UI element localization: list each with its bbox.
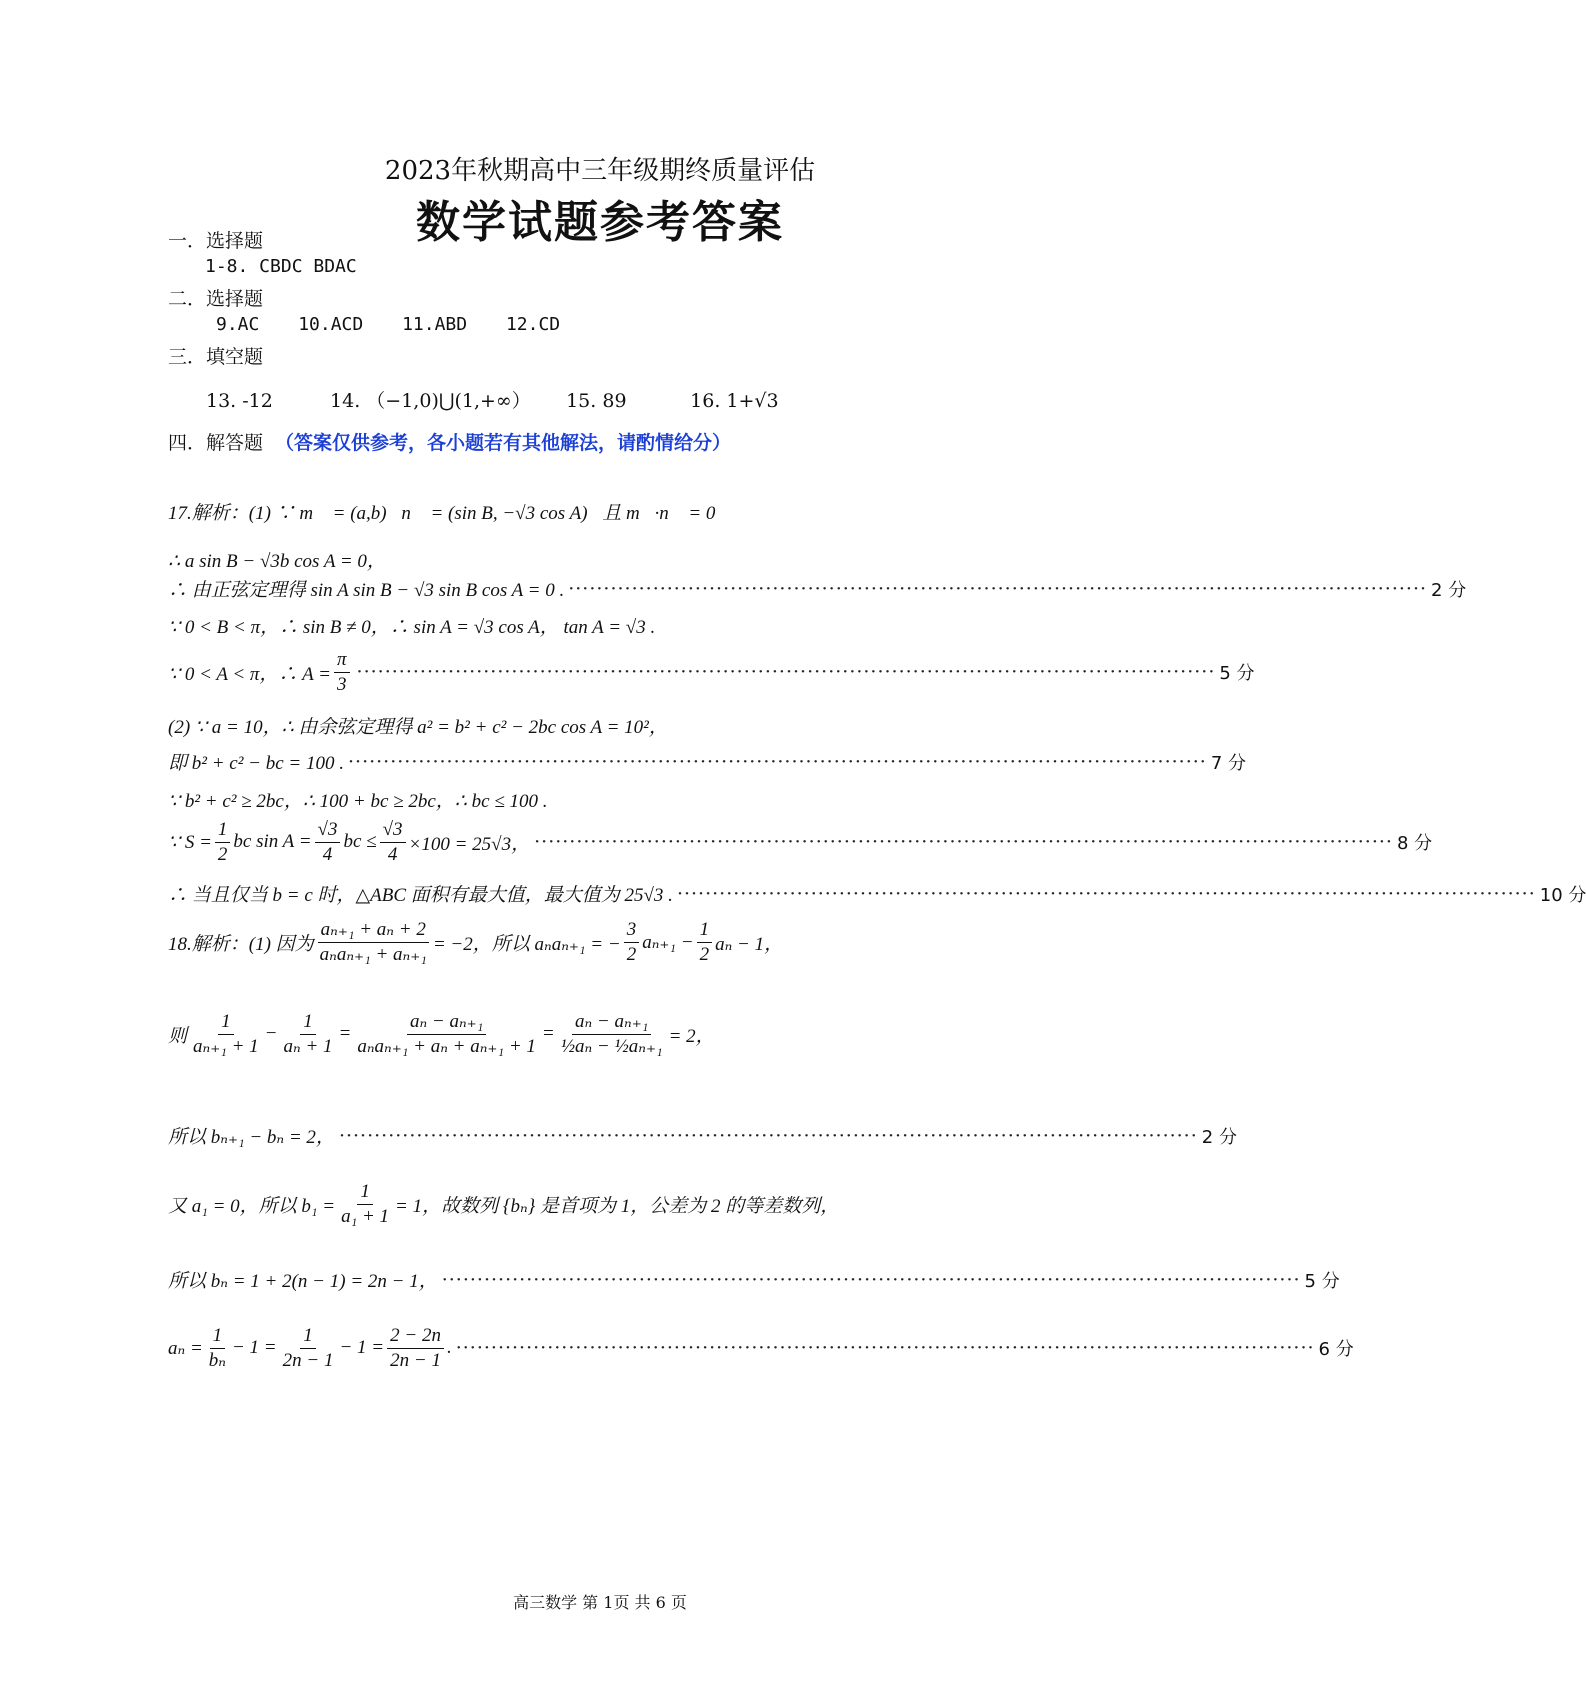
answer-12: 12.CD	[505, 314, 561, 335]
section3-answers	[206, 386, 779, 413]
q17-line-1: 17.解析：(1) ∵ m⃗ = (a,b)，n⃗ = (sin B, −√3 cos A)，且 m⃗·n⃗ = 0，	[168, 503, 731, 524]
score-5: 5 分	[1304, 1270, 1340, 1292]
q17-line-9: ∵ S = $\frac{1}{2}$ bc sin A = $\frac{√3}{4}$ bc ≤ $\frac{√3}{4}$ ×100 = 25√3， ·························································································································· 8 分	[168, 819, 1433, 865]
q17-line-10: ∴ 当且仅当 b = c 时，△ABC 面积有最大值，最大值为 25√3 . ·························································································································· 10 分	[168, 882, 1586, 906]
answer-13: 13. -12	[206, 390, 273, 412]
exam-subtitle: 2023年秋期高中三年级期终质量评估	[384, 156, 816, 186]
score-8: 8 分	[1396, 833, 1433, 855]
page-footer: 高三数学 第 1页 共 6 页	[513, 1593, 687, 1612]
q18-line-1: 18.解析：(1) 因为 $\frac{\text{aₙ₊₁ + aₙ + 2}}{\text{aₙaₙ₊₁ + aₙ₊₁}}$ = −2，所以 aₙaₙ₊₁ = − $\frac{3}{2}$ aₙ₊₁ − $\frac{1}{2}$ aₙ − 1，	[168, 919, 784, 965]
leader-dots: ··························································································································	[455, 1337, 1315, 1360]
section2-answers	[216, 314, 588, 335]
q17-line-6: (2) ∵ a = 10，∴ 由余弦定理得 a² = b² + c² − 2bc cos A = 10²，	[168, 717, 668, 738]
section2-heading: 二．选择题	[168, 288, 264, 310]
leader-dots: ··························································································································	[338, 1124, 1198, 1147]
q17-line-5: ∵ 0 < A < π，∴ A = $\frac{\pi}{3}$ ·························································································································· 5 分	[168, 649, 1255, 695]
answer-11: 11.ABD	[402, 314, 468, 335]
leader-dots: ··························································································································	[568, 577, 1428, 600]
q18-line-4: 又 a₁ = 0，所以 b₁ = $\frac{1}{\text{a₁ + 1}}$ = 1，故数列 {bₙ} 是首项为 1，公差为 2 的等差数列，	[168, 1181, 840, 1227]
answer-14: 14. （−1,0)⋃(1,+∞）	[330, 390, 531, 412]
leader-dots: ··························································································································	[534, 831, 1393, 854]
leader-dots: ··························································································································	[347, 750, 1207, 773]
section1-heading: 一．选择题	[168, 230, 264, 252]
score-5: 5 分	[1219, 663, 1255, 685]
q17-line-4: ∵ 0 < B < π，∴ sin B ≠ 0，∴ sin A = √3 cos A， tan A = √3 .	[168, 617, 656, 638]
q17-line-7: 即 b² + c² − bc = 100 . ·························································································································· 7 分	[168, 750, 1246, 774]
section4-heading-row	[168, 428, 731, 455]
q18-line-6: aₙ = $\frac{1}{\text{bₙ}}$ − 1 = $\frac{1}{2n - 1}$ − 1 = $\frac{2 - 2n}{2n - 1}$ . ·························································································································· 6 分	[168, 1325, 1354, 1371]
section1-answers: 1-8. CBDC BDAC	[205, 256, 357, 277]
section4-heading: 四．解答题	[168, 432, 264, 454]
q18-line-5: 所以 bₙ = 1 + 2(n − 1) = 2n − 1， ·························································································································· 5 分	[168, 1268, 1340, 1292]
score-7: 7 分	[1210, 752, 1246, 774]
score-2: 2 分	[1431, 579, 1467, 601]
q18-line-2: 则 $\frac{1}{\text{aₙ₊₁ + 1}}$ − $\frac{1}{\text{aₙ + 1}}$ = $\frac{\text{aₙ − aₙ₊₁}}{\text{aₙaₙ₊₁ + aₙ + aₙ₊₁ + 1}}$ = $\frac{\text{aₙ − aₙ₊₁}}{\text{½aₙ − ½aₙ₊₁}}$ = 2，	[168, 1011, 715, 1057]
q17-line-2: ∴ a sin B − √3b cos A = 0，	[168, 551, 386, 572]
fraction-pi-over-3: $\frac{\pi}{3}$	[334, 648, 350, 697]
score-10: 10 分	[1539, 884, 1586, 906]
exam-title: 数学试题参考答案	[416, 197, 784, 248]
score-6: 6 分	[1318, 1339, 1354, 1361]
q18-line-3: 所以 bₙ₊₁ − bₙ = 2， ·························································································································· 2 分	[168, 1124, 1237, 1148]
q17-line-8: ∵ b² + c² ≥ 2bc，∴ 100 + bc ≥ 2bc，∴ bc ≤ 100 .	[168, 791, 548, 812]
answer-16: 16. 1+√3	[690, 390, 779, 412]
score-2: 2 分	[1201, 1126, 1237, 1148]
leader-dots: ··························································································································	[441, 1268, 1301, 1291]
section3-heading: 三．填空题	[168, 346, 264, 368]
answer-15: 15. 89	[566, 390, 627, 412]
answer-10: 10.ACD	[298, 314, 364, 335]
leader-dots: ··························································································································	[356, 661, 1216, 684]
leader-dots: ··························································································································	[676, 882, 1536, 905]
q17-line-3: ∴ 由正弦定理得 sin A sin B − √3 sin B cos A = 0 . ·························································································································· 2 分	[168, 577, 1467, 601]
answer-9: 9.AC	[216, 314, 260, 335]
grading-note: （答案仅供参考，各小题若有其他解法，请酌情给分）	[275, 432, 732, 454]
